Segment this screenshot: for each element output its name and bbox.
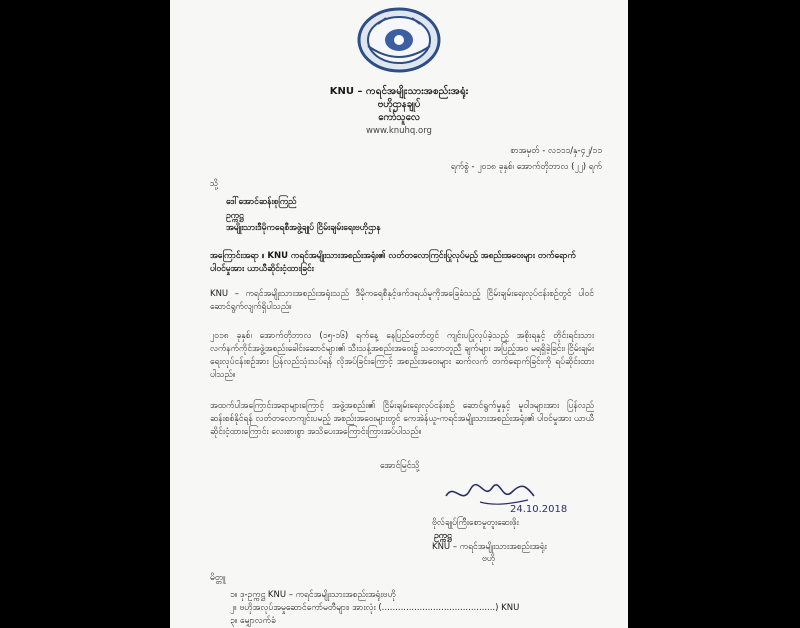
cc-item: ၂။ ဗဟိုအလုပ်အမှုဆောင်ကော်မတီများ၊ အားလုံး (..........................................) KNU <box>230 603 520 613</box>
recipient-name: ဒေါ်အောင်ဆန်းစုကြည် <box>226 197 297 207</box>
body-paragraph: အထက်ပါအကြောင်းအရာများကြောင့် အဖွဲ့အစည်း၏ ငြိမ်းချမ်းရေးလုပ်ငန်းစဉ် ဆောင်ရွက်မှုနှင့် မူဝါဒများအား ပြန်လည် ဆန်းစစ်နိုင်ရန် လတ်တလောကျင်းပမည့် အစည်းအဝေးများတွင် ကေအဲန်ယူ-ကရင်အမျိုးသားအစည်းအရုံး၏ ပါဝင်မှုအား ယာယီဆိုင်းငံ့ထားကြောင်း လေးစားစွာ အသိပေးအကြောင်းကြားအပ်ပါသည်။ <box>210 401 594 437</box>
handwritten-signature <box>440 476 568 515</box>
signatory-title: ဥက္ကဋ္ဌ <box>434 531 452 541</box>
letter-date: ရက်စွဲ - ၂၀၁၈ ခုနှစ်၊ အောက်တိုဘာလ (၂၂) ရက် <box>450 162 602 172</box>
cc-label: မိတ္တူ <box>210 573 226 583</box>
signatory-name: ဗိုလ်ချုပ်ကြီးစောမူတူးဆေးဖိုး <box>432 518 519 528</box>
to-label: သို့ <box>210 179 219 189</box>
cc-item: ၁။ ဒု-ဥက္ကဋ္ဌ KNU – ကရင်အမျိုးသားအစည်းအရုံးဗဟို <box>230 590 396 600</box>
closing-line: အောင်မြင်သို့ <box>380 461 420 471</box>
signatory-org: KNU – ကရင်အမျိုးသားအစည်းအရုံး <box>432 542 547 552</box>
office-name: ဗဟိုဌာနချုပ် <box>377 99 421 110</box>
body-paragraph: ၂၀၁၈ ခုနှစ်၊ အောက်တိုဘာလ (၁၅-၁၆) ရက်နေ့ နေပြည်တော်တွင် ကျင်းပပြုလုပ်ခဲ့သည့် အစိုးရနှင့် တိုင်းရင်းသား လက်နက်ကိုင်အဖွဲ့အစည်းခေါင်းဆောင်များ၏ သီးသန့်အစည်းအဝေး၌ သဘောတူညီ ချက်များ အပြည့်အဝ မရရှိခဲ့ခြင်း၊ ငြိမ်းချမ်းရေးလုပ်ငန်းစဉ်အား ပြန်လည်သုံးသပ်ရန် လိုအပ်ခြင်းကြောင့် အစည်းအဝေးများ ဆက်လက် တက်ရောက်ခြင်းကို ရပ်ဆိုင်းထားပါသည်။ <box>210 331 594 380</box>
body-paragraph: KNU – ကရင်အမျိုးသားအစည်းအရုံးသည် ဒီမိုကရေစီနှင့်ဖက်ဒရယ်မူကိုအခြေခံသည့် ငြိမ်းချမ်းရေးလုပ်ငန်းစဉ်တွင် ပါဝင်ဆောင်ရွက်လျက်ရှိပါသည်။ <box>210 289 594 312</box>
reference-number: စာအမှတ် - လ၁၁၁/နှ-၄၂/၁၁ <box>510 146 602 156</box>
knu-emblem-icon <box>356 6 442 74</box>
org-name: KNU – ကရင်အမျိုးသားအစည်းအရုံး <box>329 86 469 97</box>
letter-page <box>170 0 628 628</box>
signature-date: 24.10.2018 <box>510 504 568 515</box>
website-link[interactable]: www.knuhq.org <box>366 126 432 136</box>
recipient-org: အမျိုးသားဒီမိုကရေစီအဖွဲ့ချုပ် ငြိမ်းချမ်းရေးဗဟိုဌာန <box>226 223 381 233</box>
recipient-title: ဥက္ကဋ္ဌ <box>226 211 244 221</box>
location-name: ကော်သူလေ <box>378 112 420 123</box>
cc-item: ၃။ မျှောလက်ခံ <box>230 616 276 626</box>
signatory-office: ဗဟို <box>482 554 496 564</box>
subject-line: အကြောင်းအရာ ။ KNU ကရင်အမျိုးသားအစည်းအရုံး၏ လတ်တလောကြင်းပြုလုပ်မည့် အစည်းအဝေးများ တက်ရောက်ပါဝင်မှုအား ယာယီဆိုင်းငံ့ထားခြင်း <box>210 251 576 274</box>
